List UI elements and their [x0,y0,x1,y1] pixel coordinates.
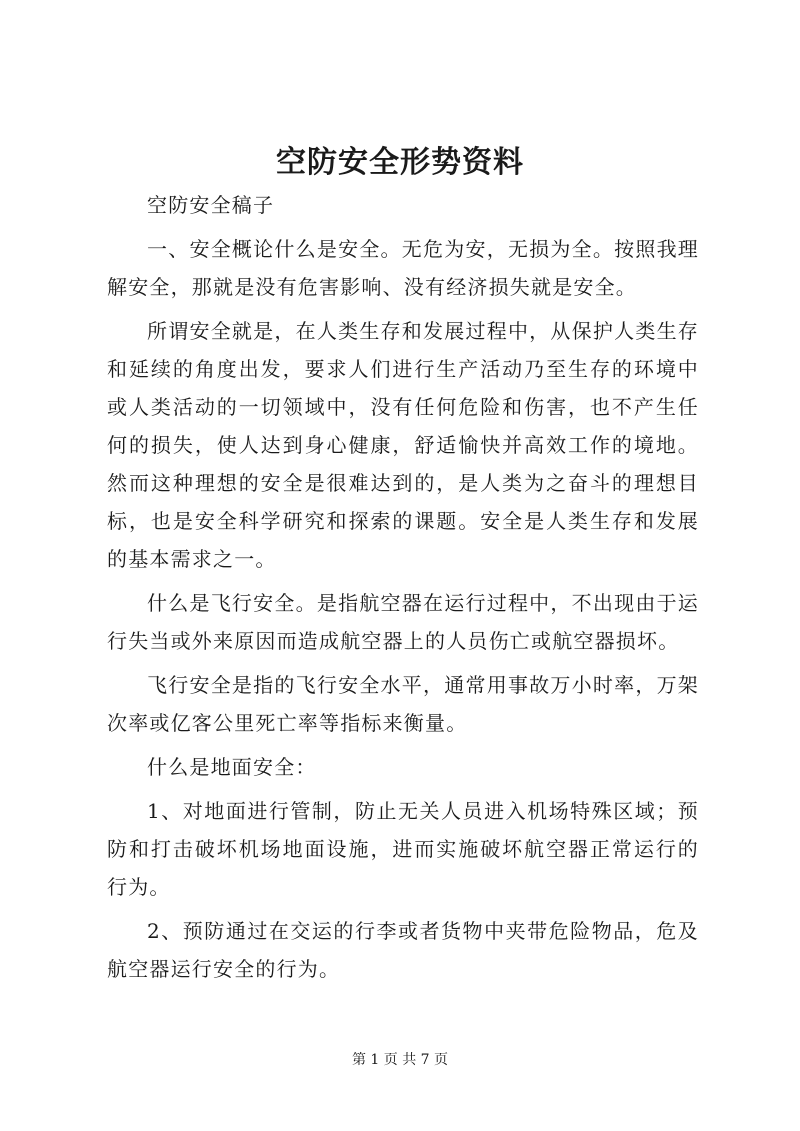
document-body [107,186,699,994]
page-footer: 第 1 页 共 7 页 [351,1052,449,1068]
paragraph-4: 什么是飞行安全。是指航空器在运行过程中，不出现由于运行失当或外来原因而造成航空器上的人员伤亡或航空器损坏。 [107,591,699,653]
paragraph-2: 一、安全概论什么是安全。无危为安，无损为全。按照我理解安全，那就是没有危害影响、没有经济损失就是安全。 [107,237,699,299]
paragraph-1: 空防安全稿子 [147,193,275,217]
paragraph-6: 什么是地面安全： [147,755,317,779]
paragraph-3: 所谓安全就是，在人类生存和发展过程中，从保护人类生存和延续的角度出发，要求人们进行生产活动乃至生存的环境中或人类活动的一切领域中，没有任何危险和伤害，也不产生任何的损失，使人达到身心健康，舒适愉快并高效工作的境地。然而这种理想的安全是很难达到的，是人类为之奋斗的理想目标，也是安全科学研究和探索的课题。安全是人类生存和发展的基本需求之一。 [107,319,699,571]
paragraph-7: 1、对地面进行管制，防止无关人员进入机场特殊区域；预防和打击破坏机场地面设施，进而实施破坏航空器正常运行的行为。 [107,799,699,899]
document-title: 空防安全形势资料 [276,145,524,180]
paragraph-8: 2、预防通过在交运的行李或者货物中夹带危险物品，危及航空器运行安全的行为。 [107,919,699,981]
paragraph-5: 飞行安全是指的飞行安全水平，通常用事故万小时率，万架次率或亿客公里死亡率等指标来衡量。 [107,673,699,735]
